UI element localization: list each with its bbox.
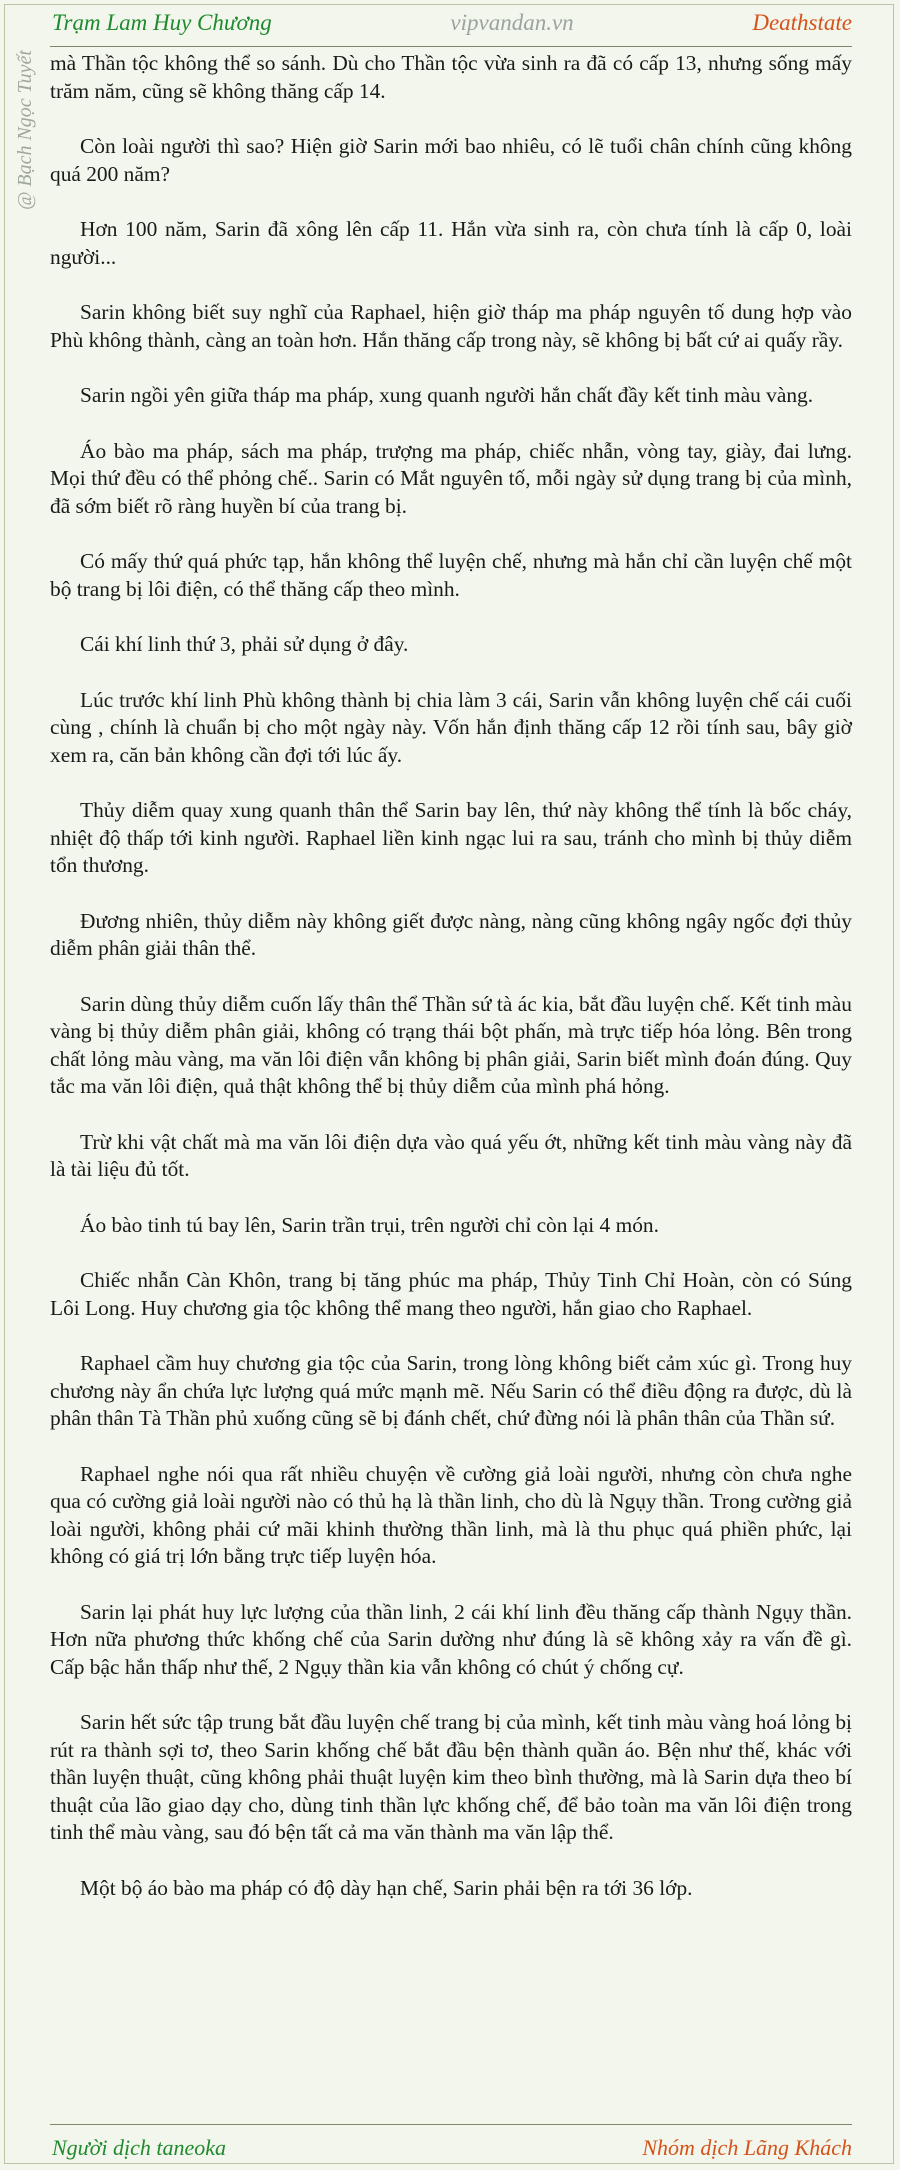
footer-divider xyxy=(50,2124,852,2125)
paragraph: Raphael nghe nói qua rất nhiều chuyện về cường giả loài người, nhưng còn chưa nghe qua có cường giả loài người nào có thủ hạ là thần linh, cho dù là Ngụy thần. Trong cường giả loài người, không phải cứ mãi khinh thường thần linh, mà là thu phục quá phiền phức, lại không có giá trị lớn bằng trực tiếp luyện hóa. xyxy=(50,1461,852,1568)
header-divider xyxy=(50,46,852,47)
paragraph: Áo bào ma pháp, sách ma pháp, trượng ma pháp, chiếc nhẫn, vòng tay, giày, đai lưng. Mọi thứ đều có thể phỏng chế.. Sarin có Mắt nguyên tố, mỗi ngày sử dụng trang bị của mình, đã sớm biết rõ ràng huyền bí của trang bị. xyxy=(50,438,852,518)
paragraph: Đương nhiên, thủy diễm này không giết được nàng, nàng cũng không ngây ngốc đợi thủy diễm phân giải thân thể. xyxy=(50,908,852,960)
paragraph: Thủy diễm quay xung quanh thân thể Sarin bay lên, thứ này không thể tính là bốc cháy, nhiệt độ thấp tới kinh người. Raphael liền kinh ngạc lui ra sau, tránh cho mình bị thủy diễm tổn thương. xyxy=(50,798,852,877)
paragraph: Trừ khi vật chất mà ma văn lôi điện dựa vào quá yếu ớt, những kết tinh màu vàng này đã là tài liệu đủ tốt. xyxy=(50,1129,852,1181)
page-header xyxy=(52,0,852,46)
side-watermark xyxy=(10,50,40,260)
paragraph: Raphael cầm huy chương gia tộc của Sarin, trong lòng không biết cảm xúc gì. Trong huy chương này ẩn chứa lực lượng quá mức mạnh mẽ. Nếu Sarin có thể điều động ra được, dù là phân thân Tà Thần phủ xuống cũng sẽ bị đánh chết, chứ đừng nói là phân thân của Thần sứ. xyxy=(50,1351,852,1430)
paragraph: Chiếc nhẫn Càn Khôn, trang bị tăng phúc ma pháp, Thủy Tinh Chỉ Hoàn, còn có Súng Lôi Long. Huy chương gia tộc không thể mang theo người, hắn giao cho Raphael. xyxy=(50,1268,852,1320)
footer-translator: Người dịch taneoka xyxy=(52,2135,227,2160)
header-site: vipvandan.vn xyxy=(450,10,574,35)
paragraph: Còn loài người thì sao? Hiện giờ Sarin mới bao nhiêu, có lẽ tuổi chân chính cũng không quá 200 năm? xyxy=(50,134,852,186)
paragraph: Sarin lại phát huy lực lượng của thần linh, 2 cái khí linh đều thăng cấp thành Ngụy thần. Hơn nữa phương thức khống chế của Sarin dường như đúng là sẽ không xảy ra vấn đề gì. Cấp bậc hắn thấp như thế, 2 Ngụy thần kia vẫn không có chút ý chống cự. xyxy=(50,1599,852,1679)
paragraph: mà Thần tộc không thể so sánh. Dù cho Thần tộc vừa sinh ra đã có cấp 13, nhưng sống mấy trăm năm, cũng sẽ không thăng cấp 14. xyxy=(50,51,852,103)
paragraph: Sarin ngồi yên giữa tháp ma pháp, xung quanh người hắn chất đầy kết tinh màu vàng. xyxy=(80,383,814,407)
paragraph: Có mấy thứ quá phức tạp, hắn không thể luyện chế, nhưng mà hắn chỉ cần luyện chế một bộ trang bị lôi điện, có thể thăng cấp theo mình. xyxy=(50,549,852,601)
page-footer xyxy=(52,2126,852,2170)
paragraph: Cái khí linh thứ 3, phải sử dụng ở đây. xyxy=(80,632,409,656)
paragraph: Áo bào tinh tú bay lên, Sarin trần trụi, trên người chỉ còn lại 4 món. xyxy=(80,1212,659,1237)
paragraph: Sarin hết sức tập trung bắt đầu luyện chế trang bị của mình, kết tinh màu vàng hoá lỏng bị rút ra thành sợi tơ, theo Sarin khống chế bắt đầu bện thành quần áo. Bện như thế, khác với thần luyện thuật, cũng không phải thuật luyện kim theo bình thường, mà là Sarin dựa theo bí thuật của lão giao dạy cho, dùng tinh thần lực khống chế, để bảo toàn ma văn lôi điện trong tinh thể màu vàng, sau đó bện tất cả ma văn thành ma văn lập thể. xyxy=(50,1710,852,1844)
paragraph: Lúc trước khí linh Phù không thành bị chia làm 3 cái, Sarin vẫn không luyện chế cái cuối cùng , chính là chuẩn bị cho một ngày này. Vốn hắn định thăng cấp 12 rồi tính sau, bây giờ xem ra, căn bản không cần đợi tới lúc ấy. xyxy=(50,687,852,767)
header-title: Trạm Lam Huy Chương xyxy=(52,10,272,35)
paragraph: Hơn 100 năm, Sarin đã xông lên cấp 11. Hắn vừa sinh ra, còn chưa tính là cấp 0, loài người... xyxy=(50,217,852,269)
paragraph: Sarin không biết suy nghĩ của Raphael, hiện giờ tháp ma pháp nguyên tố dung hợp vào Phù không thành, càng an toàn hơn. Hắn thăng cấp trong này, sẽ không bị bất cứ ai quấy rầy. xyxy=(50,300,852,352)
paragraph: Một bộ áo bào ma pháp có độ dày hạn chế, Sarin phải bện ra tới 36 lớp. xyxy=(80,1875,693,1900)
footer-group: Nhóm dịch Lãng Khách xyxy=(642,2135,852,2160)
paragraph: Sarin dùng thủy diễm cuốn lấy thân thể Thần sứ tà ác kia, bắt đầu luyện chế. Kết tinh màu vàng bị thủy diễm phân giải, không có trạng thái bột phấn, mà trực tiếp hóa lỏng. Bên trong chất lỏng màu vàng, ma văn lôi điện vẫn không bị phân giải, Sarin biết mình đoán đúng. Quy tắc ma văn lôi điện, quả thật không thể bị thủy diễm của mình phá hỏng. xyxy=(50,991,852,1098)
header-author: Deathstate xyxy=(752,10,852,35)
chapter-body xyxy=(50,50,852,1930)
side-label: @ Bạch Ngọc Tuyết xyxy=(13,50,36,211)
